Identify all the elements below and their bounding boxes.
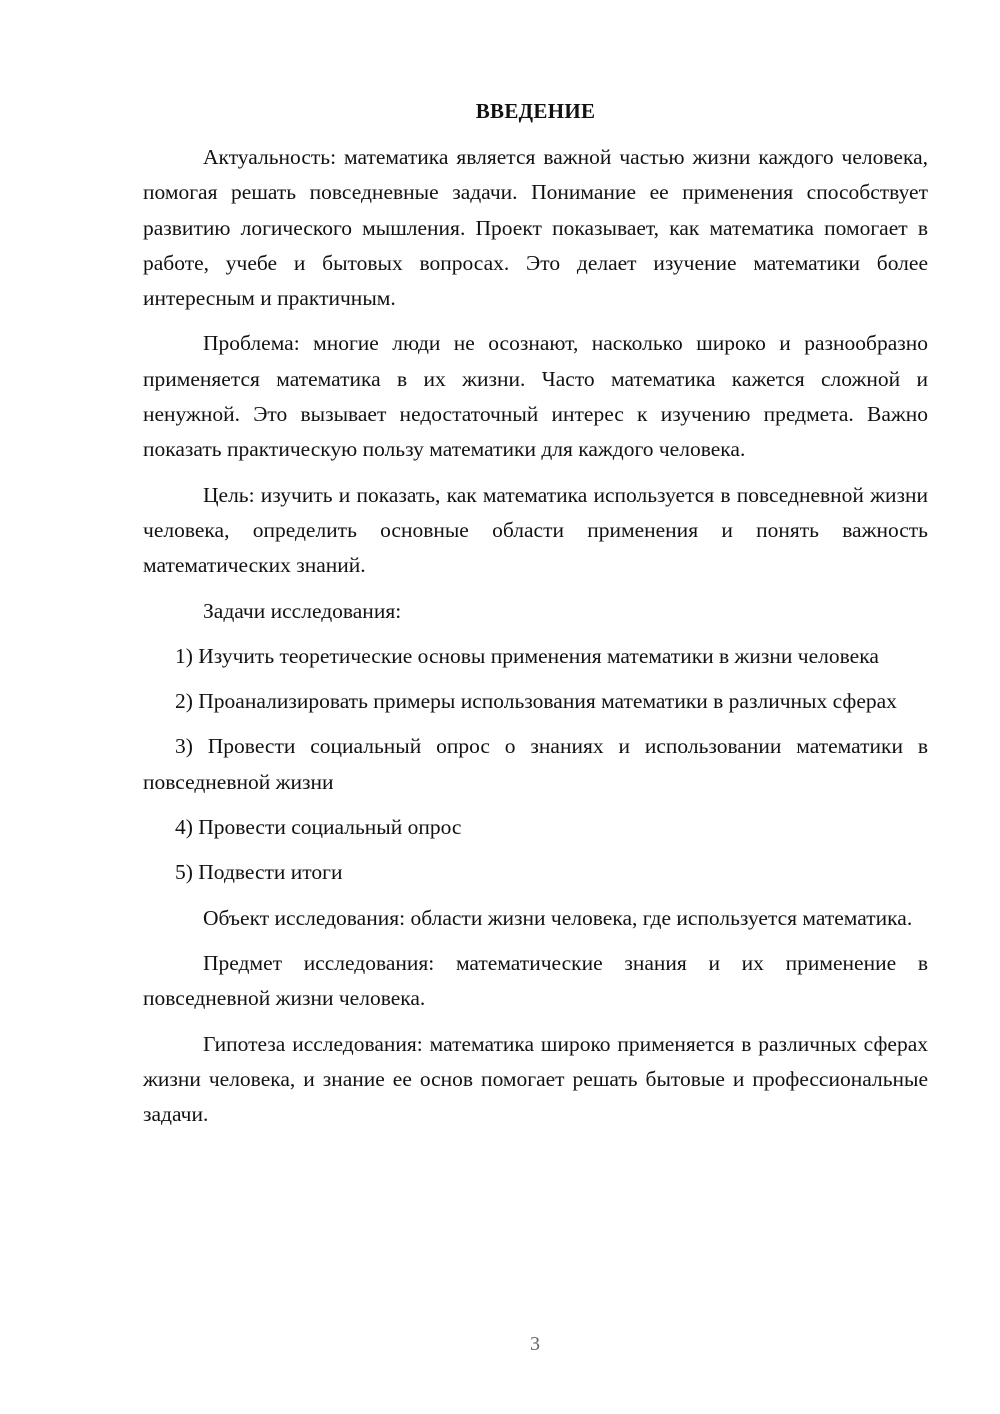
hypothesis-paragraph: Гипотеза исследования: математика широко применяется в различных сферах жизни человека, и знание ее основ помогает решать бытовые и профессиональные задачи. xyxy=(143,1031,928,1127)
page-number: 3 xyxy=(530,1333,540,1355)
problem-paragraph: Проблема: многие люди не осознают, насколько широко и разнообразно применяется математика в их жизни. Часто математика кажется сложной и ненужной. Это вызывает недостаточный интерес к изучению предмета. Важно показать практическую пользу математики для каждого человека. xyxy=(143,331,928,462)
document-page xyxy=(143,94,928,1142)
task-item-4: 4) Провести социальный опрос xyxy=(175,815,462,840)
relevance-paragraph: Актуальность: математика является важной частью жизни каждого человека, помогая решать повседневные задачи. Понимание ее применения способствует развитию логического мышления. Проект показывает, как математика помогает в работе, учебе и бытовых вопросах. Это делает изучение математики более интересным и практичным. xyxy=(143,145,928,311)
task-item-1: 1) Изучить теоретические основы применения математики в жизни человека xyxy=(175,643,879,668)
task-item-2: 2) Проанализировать примеры использования математики в различных сферах xyxy=(175,689,897,714)
page-title: ВВЕДЕНИЕ xyxy=(475,99,596,123)
task-item-5: 5) Подвести итоги xyxy=(175,860,343,885)
goal-paragraph: Цель: изучить и показать, как математика используется в повседневной жизни человека, определить основные области применения и понять важность математических знаний. xyxy=(143,482,928,578)
subject-paragraph: Предмет исследования: математические знания и их применение в повседневной жизни человека. xyxy=(143,950,928,1011)
task-item-3: 3) Провести социальный опрос о знаниях и использовании математики в повседневной жизни xyxy=(143,734,928,794)
object-paragraph: Объект исследования: области жизни человека, где используется математика. xyxy=(203,905,913,930)
tasks-heading: Задачи исследования: xyxy=(203,598,402,623)
